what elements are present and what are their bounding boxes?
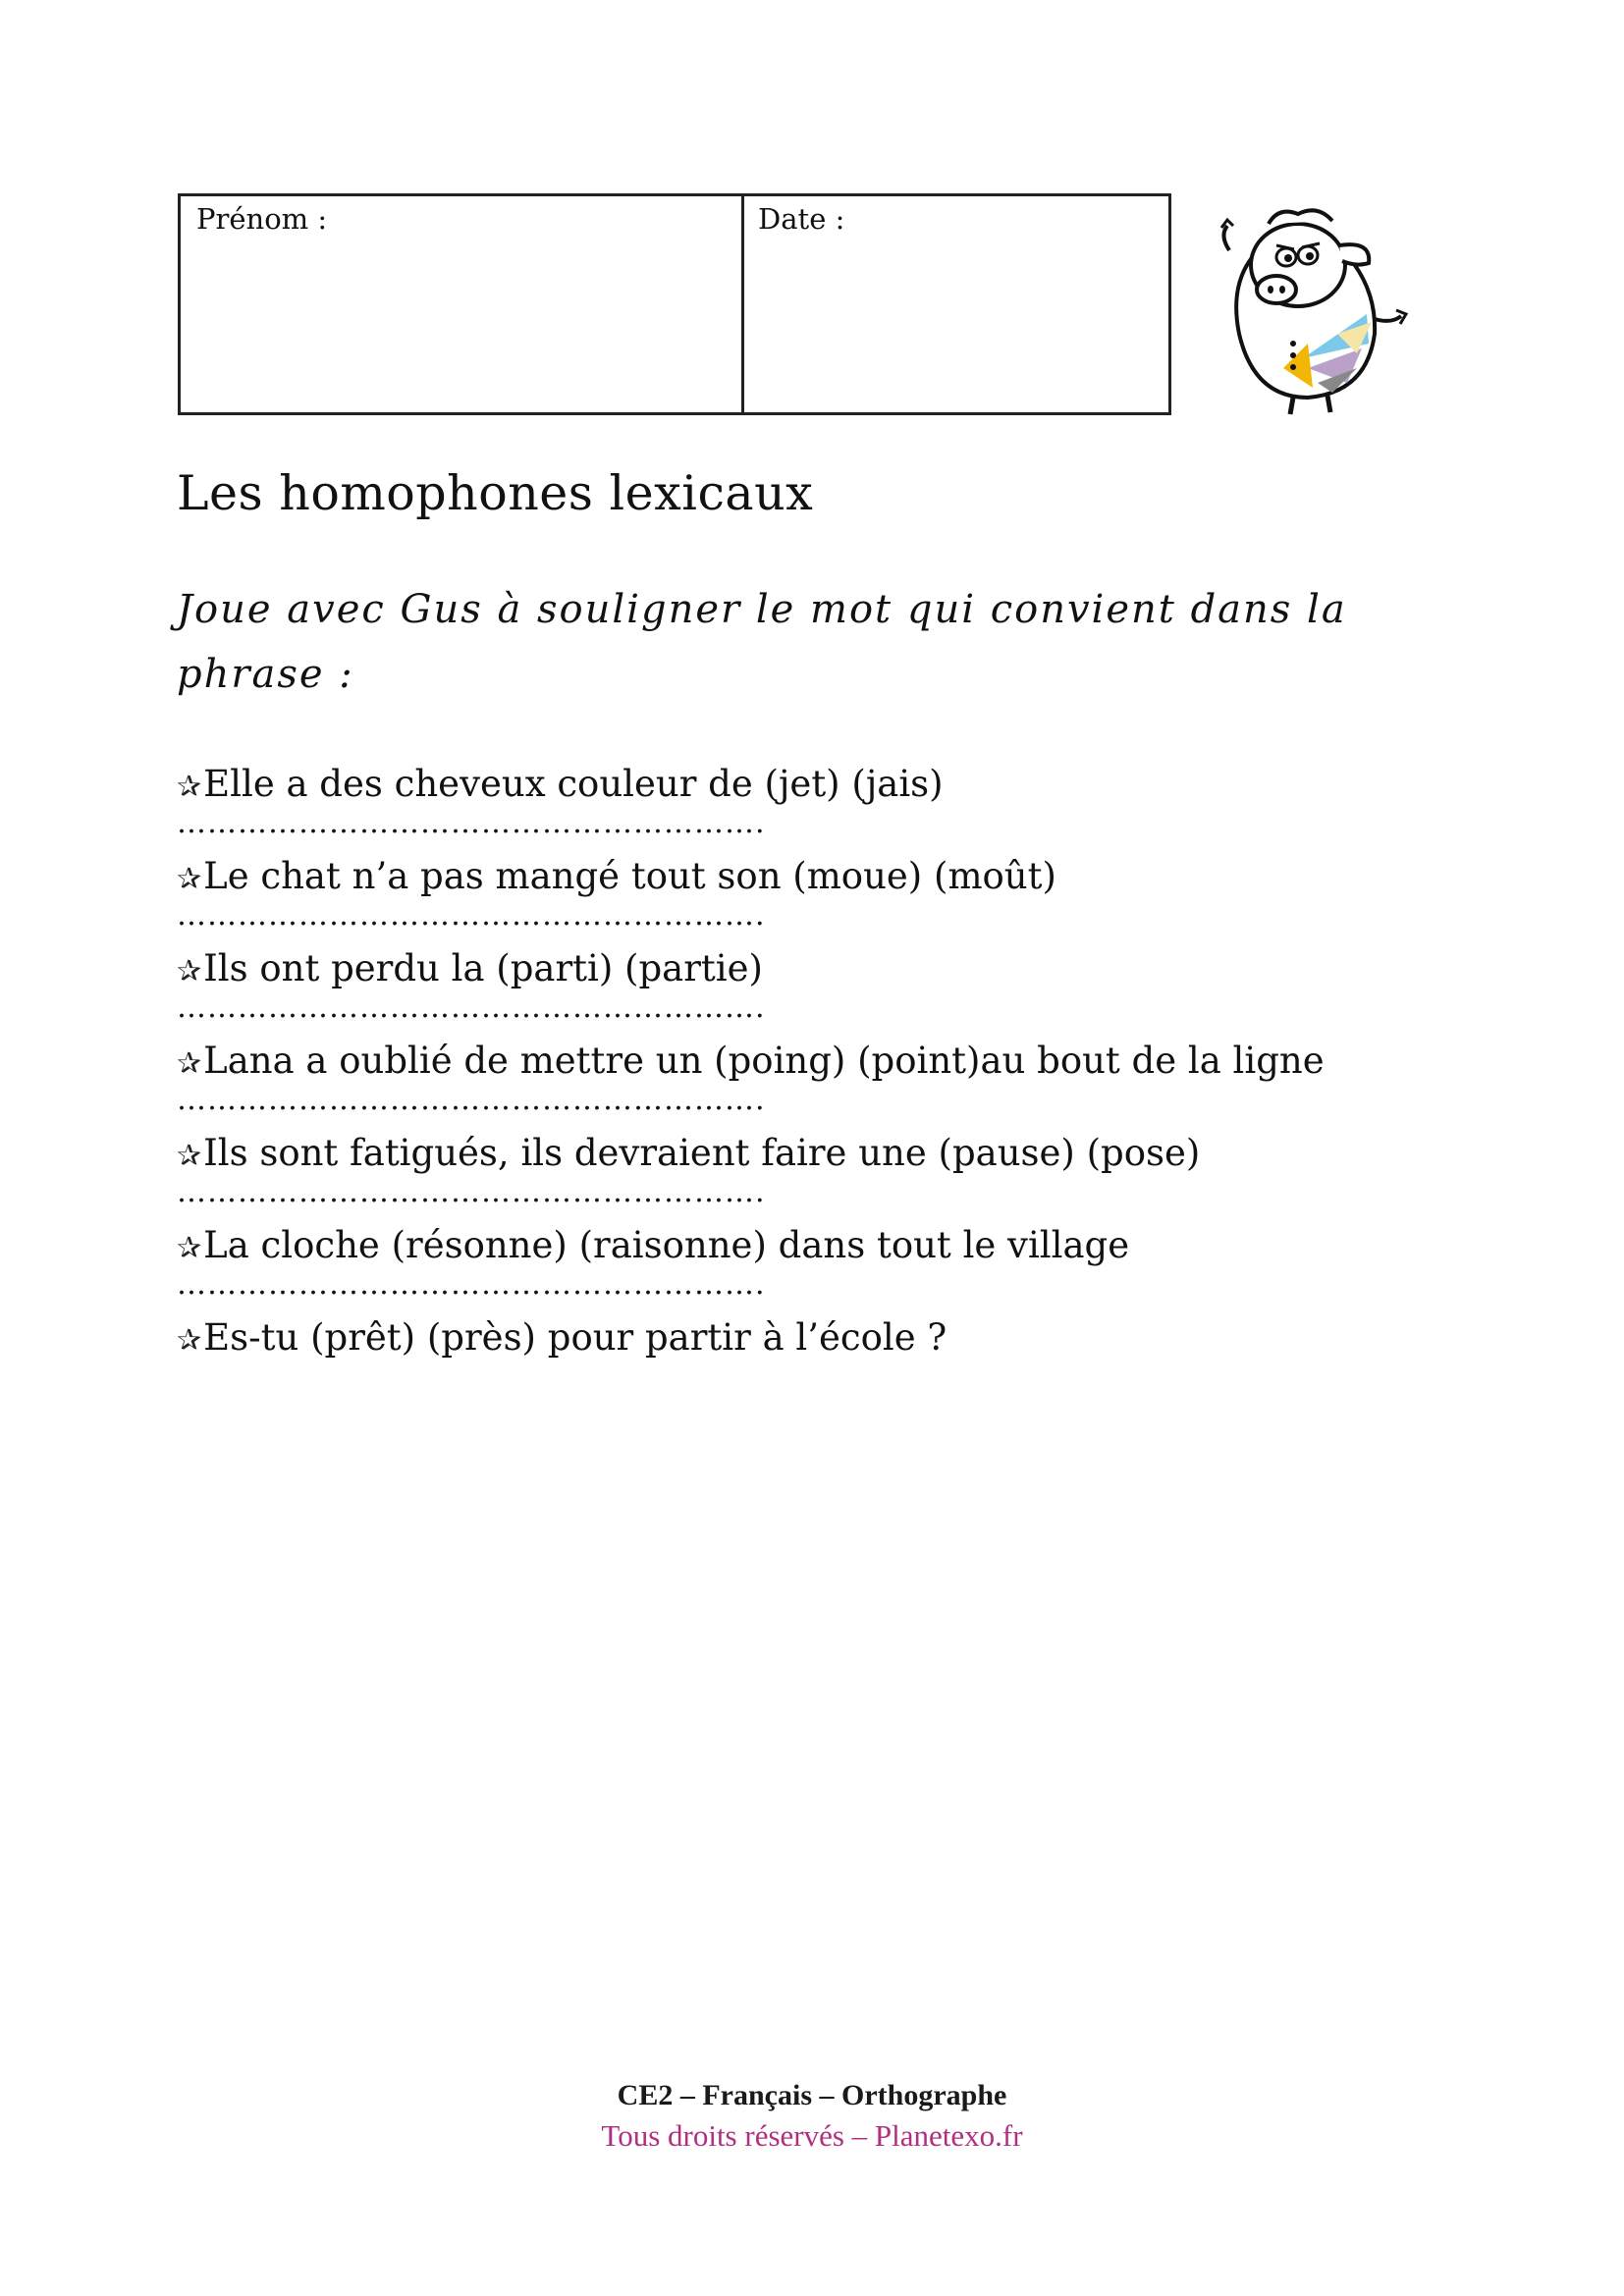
footer-course: CE2 – Français – Orthographe (617, 2079, 1007, 2111)
answer-line[interactable]: …………………………………………………. (177, 1083, 766, 1117)
exercise-sentence: Elle a des cheveux couleur de (jet) (jais) (203, 763, 944, 805)
star-icon: ✰ (177, 1046, 202, 1081)
exercise-sentence: La cloche (résonne) (raisonne) dans tout le village (203, 1224, 1130, 1266)
list-item (177, 1314, 1453, 1407)
exercise-sentence: Ils ont perdu la (parti) (partie) (203, 947, 763, 989)
name-label: Prénom : (196, 202, 328, 236)
answer-line[interactable]: …………………………………………………. (177, 1175, 766, 1209)
star-icon: ✰ (177, 954, 202, 988)
exercise-sentence: Lana a oublié de mettre un (poing) (point)au bout de la ligne (203, 1040, 1325, 1082)
answer-line[interactable]: …………………………………………………. (177, 1267, 766, 1302)
answer-line[interactable]: …………………………………………………. (177, 806, 766, 840)
list-item (177, 761, 1453, 853)
list-item (177, 853, 1453, 945)
answer-line[interactable]: …………………………………………………. (177, 990, 766, 1025)
star-icon: ✰ (177, 770, 202, 804)
footer-copyright: Tous droits réservés – Planetexo.fr (601, 2118, 1023, 2153)
list-item (177, 945, 1453, 1038)
sheep-mascot-icon (1200, 196, 1416, 417)
date-field[interactable] (744, 196, 1168, 412)
exercise-sentence: Ils sont fatigués, ils devraient faire une (pause) (pose) (203, 1132, 1201, 1174)
star-icon: ✰ (177, 1323, 202, 1358)
list-item (177, 1222, 1453, 1314)
star-icon: ✰ (177, 1139, 202, 1173)
list-item (177, 1130, 1453, 1222)
star-icon: ✰ (177, 1231, 202, 1265)
student-info-box (178, 193, 1171, 415)
answer-line[interactable]: …………………………………………………. (177, 898, 766, 933)
list-item (177, 1038, 1453, 1130)
star-icon: ✰ (177, 862, 202, 896)
exercise-list (177, 761, 1453, 1407)
exercise-sentence: Es-tu (prêt) (près) pour partir à l’école ? (203, 1316, 947, 1359)
exercise-sentence: Le chat n’a pas mangé tout son (moue) (moût) (203, 855, 1056, 897)
exercise-instruction: Joue avec Gus à souligner le mot qui convient dans la phrase : (177, 587, 1347, 697)
page-title: Les homophones lexicaux (177, 465, 814, 521)
date-label: Date : (758, 202, 845, 236)
name-field[interactable] (181, 196, 744, 412)
